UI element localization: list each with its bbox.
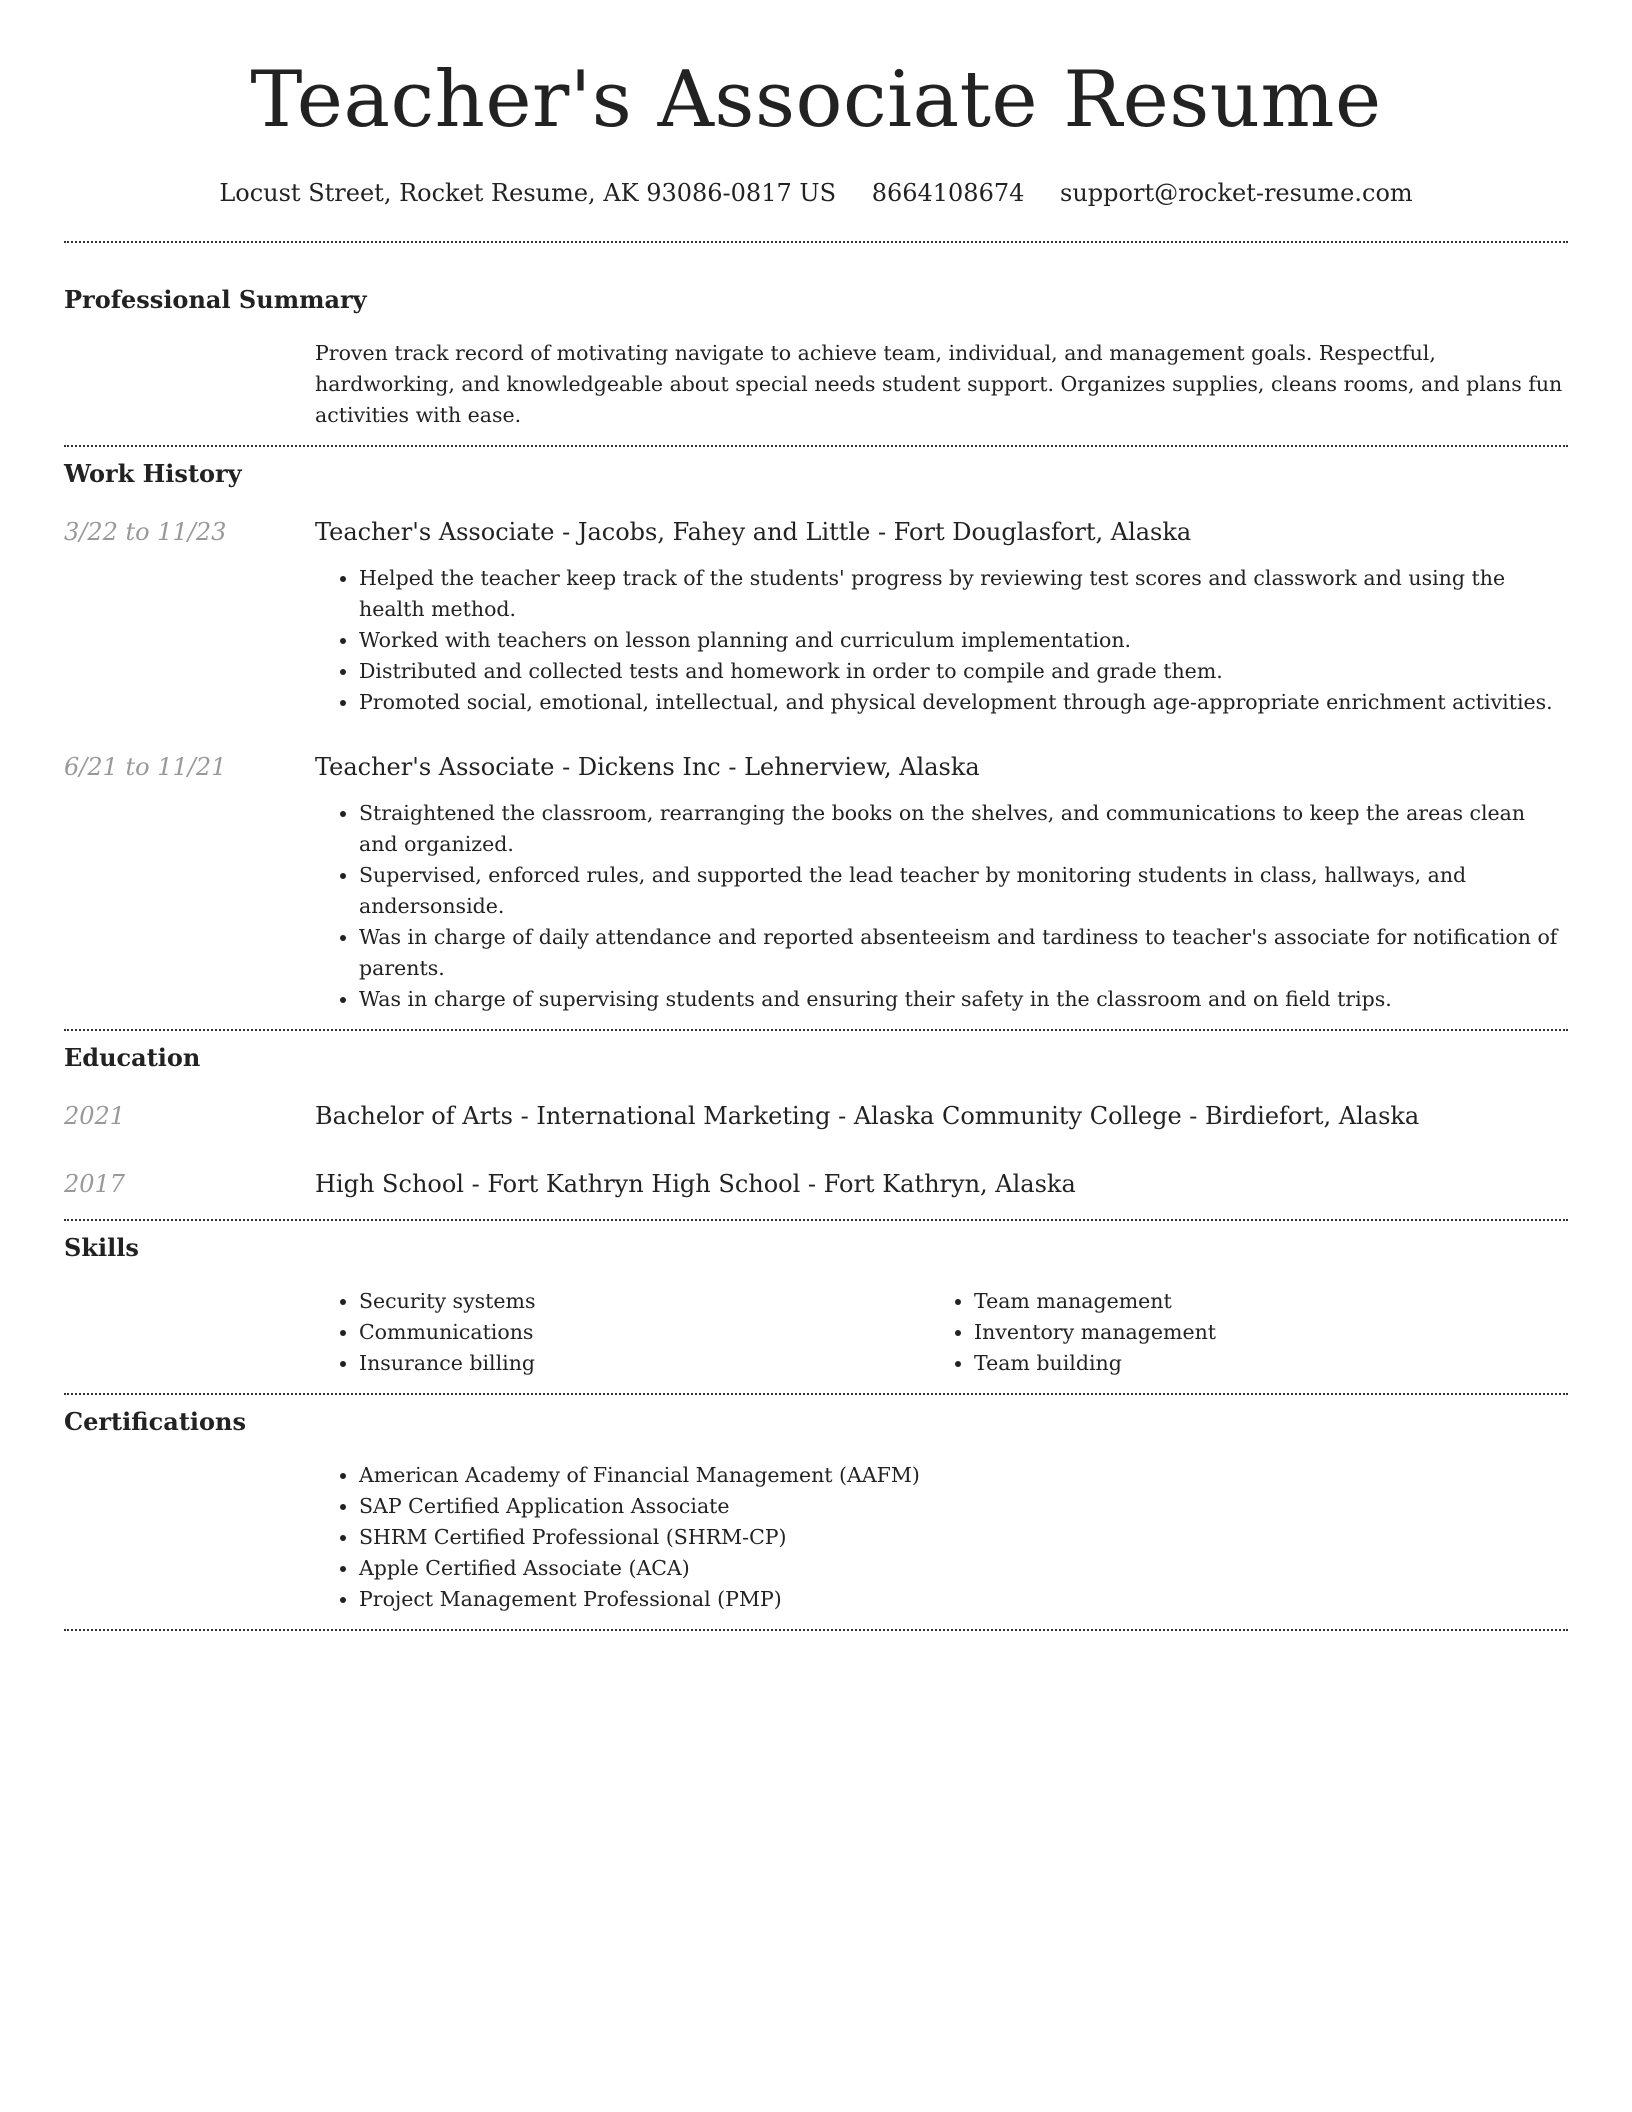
education-details: - Alaska Community College - Birdiefort, Alaska (830, 1102, 1420, 1130)
contact-line (64, 178, 1568, 208)
skill-item: • Security systems (359, 1286, 930, 1317)
list-item: • Worked with teachers on lesson planning and curriculum implementation. (359, 625, 1568, 656)
skills-list (315, 1286, 930, 1379)
section-skills (64, 1221, 1568, 1379)
skills-list (930, 1286, 1545, 1379)
education-title (315, 1101, 1568, 1131)
resume-title: Teacher's Associate Resume (250, 55, 1382, 145)
skill-item: • Team building (974, 1348, 1545, 1379)
job-entry (64, 517, 1568, 718)
skill-item: • Team management (974, 1286, 1545, 1317)
skills-column-right (930, 1286, 1545, 1379)
job-bullets (315, 798, 1568, 1015)
skill-item: • Insurance billing (359, 1348, 930, 1379)
section-title-skills: Skills (64, 1233, 139, 1262)
job-details: - Jacobs, Fahey and Little - Fort Douglasfort, Alaska (554, 518, 1192, 546)
list-item: • Was in charge of supervising students and ensuring their safety in the classroom and on field trips. (359, 984, 1568, 1015)
education-details: - Fort Kathryn High School - Fort Kathryn, Alaska (463, 1170, 1076, 1198)
certification-item: • SAP Certified Application Associate (359, 1491, 1568, 1522)
job-title (315, 517, 1568, 547)
education-year: 2021 (64, 1102, 126, 1130)
job-dates: 3/22 to 11/23 (64, 518, 227, 546)
list-item: • Distributed and collected tests and homework in order to compile and grade them. (359, 656, 1568, 687)
education-year: 2017 (64, 1170, 126, 1198)
job-role: Teacher's Associate (315, 753, 555, 781)
section-title-education: Education (64, 1043, 201, 1072)
list-item: • Supervised, enforced rules, and supported the lead teacher by monitoring students in class, hallways, and andersonside. (359, 860, 1568, 922)
certification-item: • American Academy of Financial Management (AAFM) (359, 1460, 1568, 1491)
section-title-summary: Professional Summary (64, 285, 367, 314)
job-dates: 6/21 to 11/21 (64, 753, 227, 781)
summary-text: Proven track record of motivating navigate to achieve team, individual, and management goals. Respectful, hardworking, and knowledgeable about special needs student support. Organizes supplies, cleans rooms, and plans fun activities with ease. (315, 341, 1563, 427)
job-role: Teacher's Associate (315, 518, 555, 546)
contact-phone: 8664108674 (871, 179, 1025, 207)
skills-column-left (315, 1286, 930, 1379)
section-work-history (64, 447, 1568, 1015)
list-item: • Promoted social, emotional, intellectual, and physical development through age-appropriate enrichment activities. (359, 687, 1568, 718)
certifications-list (315, 1460, 1568, 1615)
skill-item: • Inventory management (974, 1317, 1545, 1348)
divider (64, 1629, 1568, 1631)
job-title (315, 752, 1568, 782)
section-certifications (64, 1395, 1568, 1615)
list-item: • Straightened the classroom, rearranging the books on the shelves, and communications to keep the areas clean and organized. (359, 798, 1568, 860)
resume-page (64, 0, 1568, 1631)
education-title (315, 1169, 1568, 1199)
job-bullets (315, 563, 1568, 718)
skills-grid (315, 1286, 1568, 1379)
education-entry (64, 1101, 1568, 1131)
section-title-certifications: Certifications (64, 1407, 247, 1436)
section-education (64, 1031, 1568, 1199)
job-entry (64, 752, 1568, 1015)
job-details: - Dickens Inc - Lehnerview, Alaska (554, 753, 980, 781)
section-title-work: Work History (64, 459, 242, 488)
education-entry (64, 1169, 1568, 1199)
resume-header (64, 0, 1568, 208)
contact-email: support@rocket-resume.com (1060, 179, 1413, 207)
certification-item: • Apple Certified Associate (ACA) (359, 1553, 1568, 1584)
list-item: • Helped the teacher keep track of the students' progress by reviewing test scores and classwork and using the health method. (359, 563, 1568, 625)
certification-item: • Project Management Professional (PMP) (359, 1584, 1568, 1615)
section-summary (64, 243, 1568, 431)
education-degree: Bachelor of Arts - International Marketing (315, 1102, 831, 1130)
skill-item: • Communications (359, 1317, 930, 1348)
list-item: • Was in charge of daily attendance and reported absenteeism and tardiness to teacher's associate for notification of parents. (359, 922, 1568, 984)
contact-address: Locust Street, Rocket Resume, AK 93086-0817 US (219, 179, 837, 207)
certification-item: • SHRM Certified Professional (SHRM-CP) (359, 1522, 1568, 1553)
education-degree: High School (315, 1170, 464, 1198)
